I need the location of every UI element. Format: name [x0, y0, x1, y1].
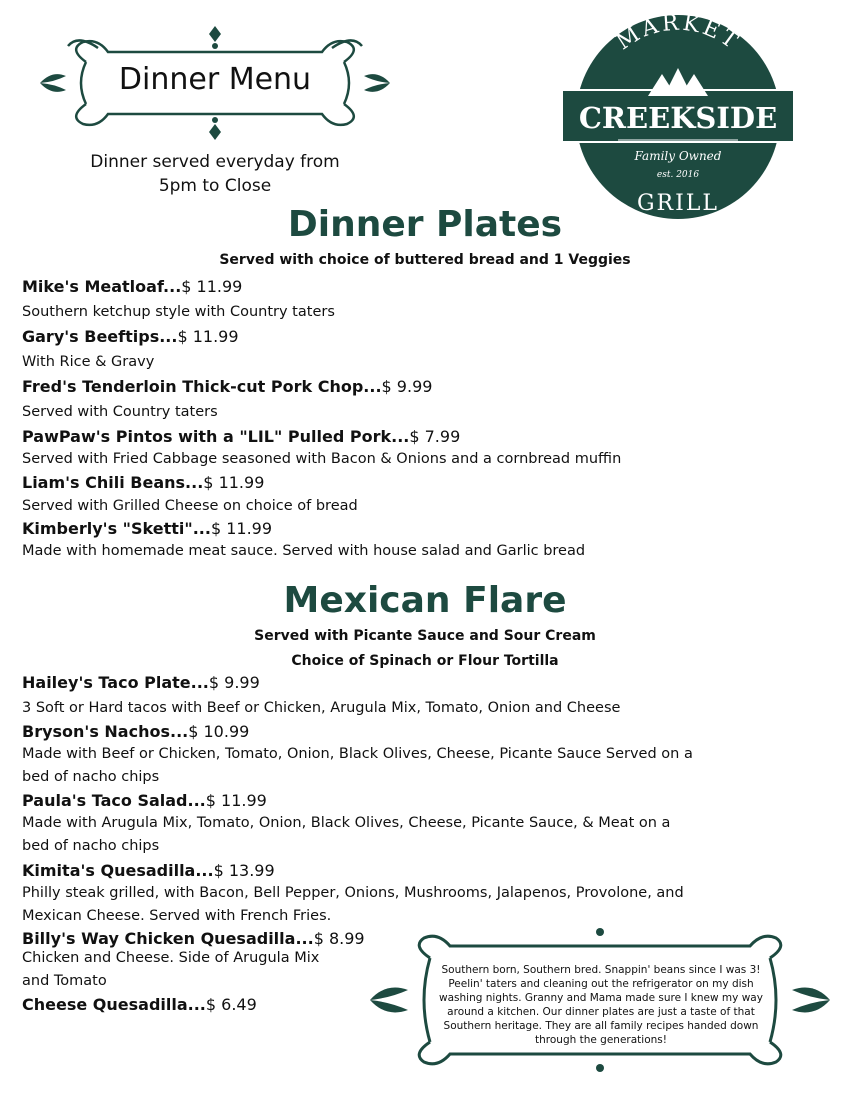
menu-item-pork-chop: Fred's Tenderloin Thick-cut Pork Chop...$ 9.99: [22, 377, 433, 396]
menu-item-desc-line: Made with Beef or Chicken, Tomato, Onion, Black Olives, Cheese, Picante Sauce Served on a: [22, 746, 693, 762]
menu-item-chili-beans: Liam's Chili Beans...$ 11.99: [22, 473, 265, 492]
heritage-quote: [416, 963, 786, 1047]
quote-line: Southern born, Southern bred. Snappin' beans since I was 3!: [441, 964, 761, 976]
menu-item-desc-line: Philly steak grilled, with Bacon, Bell Pepper, Onions, Mushrooms, Jalapenos, Provolone, and: [22, 885, 684, 901]
menu-item-desc: Served with Fried Cabbage seasoned with Bacon & Onions and a cornbread muffin: [22, 451, 622, 467]
menu-item-desc: Made with homemade meat sauce. Served with house salad and Garlic bread: [22, 543, 586, 559]
menu-item-sketti: Kimberly's "Sketti"...$ 11.99: [22, 519, 273, 538]
menu-item-desc-line: Made with Arugula Mix, Tomato, Onion, Black Olives, Cheese, Picante Sauce, & Meat on a: [22, 815, 671, 831]
menu-item-taco-plate: Hailey's Taco Plate...$ 9.99: [22, 673, 260, 692]
logo-name: CREEKSIDE: [578, 101, 778, 135]
mexican-flare-subtitle-2: Choice of Spinach or Flour Tortilla: [291, 653, 559, 669]
mexican-flare-subtitle-1: Served with Picante Sauce and Sour Cream: [254, 628, 596, 644]
quote-line: Southern heritage. They are all family recipes handed down: [443, 1020, 759, 1032]
menu-item-desc: [22, 882, 684, 928]
menu-item-cheese-quesadilla: Cheese Quesadilla...$ 6.49: [22, 995, 257, 1014]
menu-title: Dinner Menu: [118, 62, 312, 97]
dinner-hours: [40, 150, 390, 198]
menu-item-taco-salad: Paula's Taco Salad...$ 11.99: [22, 791, 267, 810]
creekside-logo: [558, 14, 798, 220]
logo-market-text: MARKET: [612, 14, 745, 56]
dinner-hours-line2: 5pm to Close: [158, 176, 272, 196]
logo-established: est. 2016: [656, 170, 700, 180]
menu-item-pintos: PawPaw's Pintos with a "LIL" Pulled Pork...$ 7.99: [22, 427, 461, 446]
menu-item-meatloaf: Mike's Meatloaf...$ 11.99: [22, 277, 243, 296]
menu-item-quesadilla: Kimita's Quesadilla...$ 13.99: [22, 861, 275, 880]
menu-item-desc: Southern ketchup style with Country taters: [22, 304, 335, 320]
menu-item-desc-line: Mexican Cheese. Served with French Fries.: [22, 908, 332, 924]
logo-tagline: Family Owned: [634, 149, 722, 163]
logo-grill-text: GRILL: [636, 191, 720, 216]
mexican-flare-title: Mexican Flare: [283, 580, 567, 621]
dinner-plates-subtitle: Served with choice of buttered bread and 1 Veggies: [219, 252, 631, 268]
menu-item-desc: Served with Grilled Cheese on choice of bread: [22, 498, 358, 514]
menu-item-desc-line: bed of nacho chips: [22, 838, 160, 854]
menu-item-chicken-quesadilla: Billy's Way Chicken Quesadilla...$ 8.99: [22, 929, 365, 948]
menu-item-desc: With Rice & Gravy: [22, 354, 155, 370]
menu-item-desc: Served with Country taters: [22, 404, 218, 420]
menu-item-nachos: Bryson's Nachos...$ 10.99: [22, 722, 250, 741]
dinner-hours-line1: Dinner served everyday from: [90, 152, 340, 172]
quote-line: Peelin' taters and cleaning out the refrigerator on my dish: [448, 978, 754, 990]
menu-item-desc-line: and Tomato: [22, 973, 107, 989]
menu-item-desc: 3 Soft or Hard tacos with Beef or Chicken, Arugula Mix, Tomato, Onion and Cheese: [22, 700, 621, 716]
menu-item-desc-line: bed of nacho chips: [22, 769, 160, 785]
menu-item-desc: [22, 947, 319, 993]
quote-line: washing nights. Granny and Mama made sure I knew my way: [439, 992, 763, 1004]
menu-item-beeftips: Gary's Beeftips...$ 11.99: [22, 327, 239, 346]
menu-item-desc: [22, 812, 670, 858]
menu-item-desc-line: Chicken and Cheese. Side of Arugula Mix: [22, 950, 320, 966]
quote-line: around a kitchen. Our dinner plates are just a taste of that: [447, 1006, 755, 1018]
menu-item-desc: [22, 743, 693, 789]
dinner-plates-title: Dinner Plates: [287, 204, 563, 245]
quote-line: through the generations!: [535, 1034, 667, 1046]
